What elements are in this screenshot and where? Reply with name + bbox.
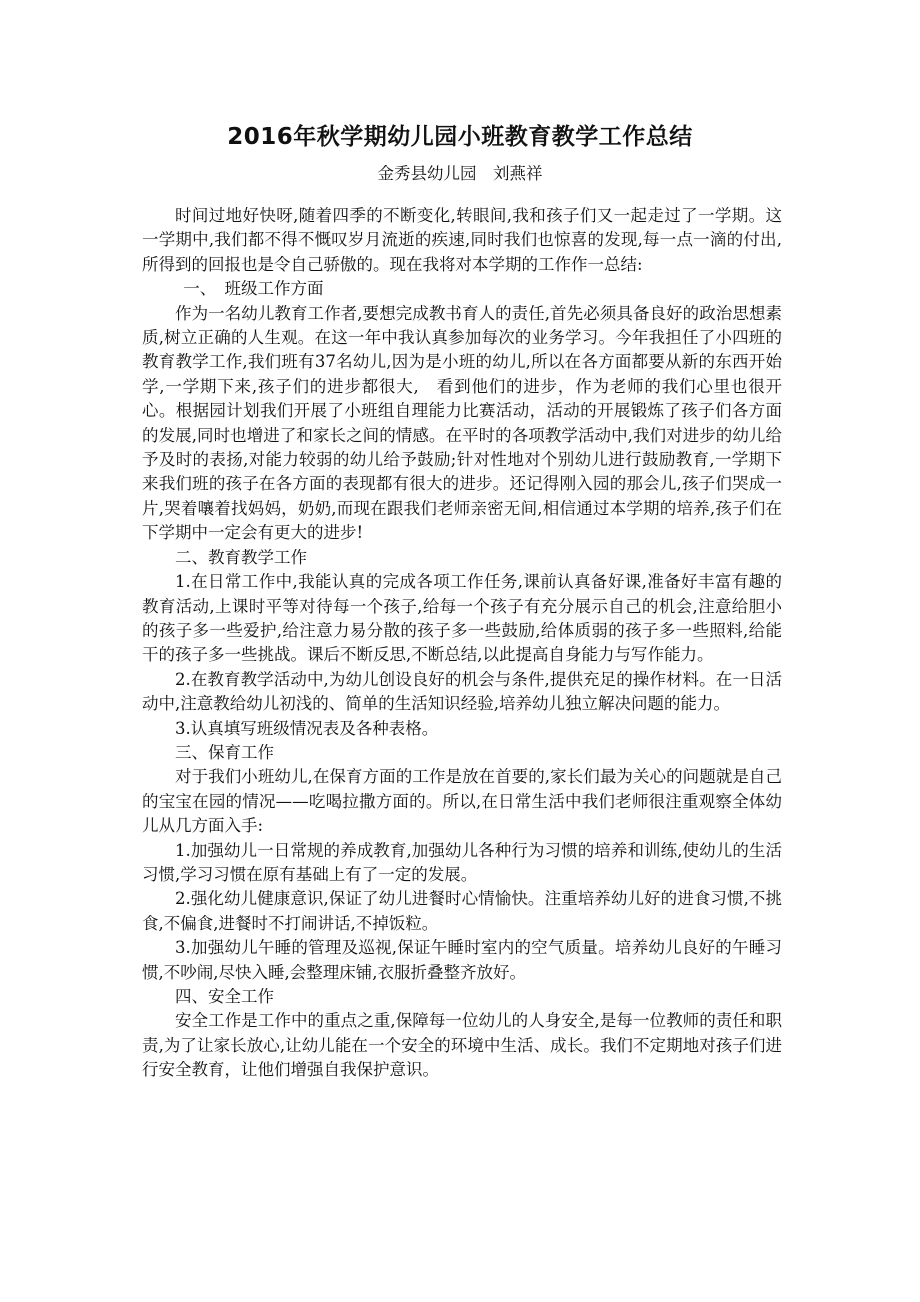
paragraph-intro: 时间过地好快呀,随着四季的不断变化,转眼间,我和孩子们又一起走过了一学期。这一学期中,我们都不得不慨叹岁月流逝的疾速,同时我们也惊喜的发现,每一点一滴的付出,所得到的回报也是令自己骄傲的。现在我将对本学期的工作作一总结:	[142, 206, 782, 274]
section-heading-teaching: 二、教育教学工作	[175, 547, 307, 567]
paragraph-teaching-2: 2.在教育教学活动中,为幼儿创设良好的机会与条件,提供充足的操作材料。在一日活动中,注意教给幼儿初浅的、简单的生活知识经验,培养幼儿独立解决问题的能力。	[142, 669, 782, 714]
document-title: 2016年秋学期幼儿园小班教育教学工作总结	[227, 124, 693, 150]
paragraph-class-work: 作为一名幼儿教育工作者,要想完成教书育人的责任,首先必须具备良好的政治思想素质,树立正确的人生观。在这一年中我认真参加每次的业务学习。今年我担任了小四班的教育教学工作,我们班有37名幼儿,因为是小班的幼儿,所以在各方面都要从新的东西开始学,一学期下来,孩子们的进步都很大, 看到他们的进步，作为老师的我们心里也很开心。根据园计划我们开展了小班组自理能力比赛活动，活动的开展锻炼了孩子们各方面的发展,同时也增进了和家长之间的情感。在平时的各项教学活动中,我们对进步的幼儿给予及时的表扬,对能力较弱的幼儿给予鼓励;针对性地对个别幼儿进行鼓励教育,一学期下来我们班的孩子在各方面的表现都有很大的进步。还记得刚入园的那会儿,孩子们哭成一片,哭着嚷着找妈妈，奶奶,而现在跟我们老师亲密无间,相信通过本学期的培养,孩子们在下学期中一定会有更大的进步!	[142, 303, 782, 543]
section-heading-safety: 四、安全工作	[175, 987, 274, 1006]
author-byline: 金秀县幼儿园 刘燕祥	[377, 164, 543, 183]
paragraph-safety: 安全工作是工作中的重点之重,保障每一位幼儿的人身安全,是每一位教师的责任和职责,为了让家长放心,让幼儿能在一个安全的环境中生活、成长。我们不定期地对孩子们进行安全教育，让他们增强自我保护意识。	[142, 1011, 782, 1080]
paragraph-care-1: 1.加强幼儿一日常规的养成教育,加强幼儿各种行为习惯的培养和训练,使幼儿的生活习惯,学习习惯在原有基础上有了一定的发展。	[142, 840, 782, 884]
paragraph-care-2: 2.强化幼儿健康意识,保证了幼儿进餐时心情愉快。注重培养幼儿好的进食习惯,不挑食,不偏食,进餐时不打闹讲话,不掉饭粒。	[142, 889, 782, 933]
paragraph-care-intro: 对于我们小班幼儿,在保育方面的工作是放在首要的,家长们最为关心的问题就是自己的宝宝在园的情况——吃喝拉撒方面的。所以,在日常生活中我们老师很注重观察全体幼儿从几方面入手:	[142, 767, 782, 836]
section-heading-care: 三、保育工作	[175, 742, 274, 762]
section-heading-class-work: 一、 班级工作方面	[183, 279, 324, 299]
paragraph-care-3: 3.加强幼儿午睡的管理及巡视,保证午睡时室内的空气质量。培养幼儿良好的午睡习惯,不吵闹,尽快入睡,会整理床铺,衣服折叠整齐放好。	[142, 938, 782, 982]
document-body	[142, 204, 782, 1083]
paragraph-teaching-1: 1.在日常工作中,我能认真的完成各项工作任务,课前认真备好课,准备好丰富有趣的教育活动,上课时平等对待每一个孩子,给每一个孩子有充分展示自己的机会,注意给胆小的孩子多一些爱护,给注意力易分散的孩子多一些鼓励,给体质弱的孩子多一些照料,给能干的孩子多一些挑战。课后不断反思,不断总结,以此提高自身能力与写作能力。	[142, 572, 782, 665]
paragraph-teaching-3: 3.认真填写班级情况表及各种表格。	[175, 718, 439, 738]
